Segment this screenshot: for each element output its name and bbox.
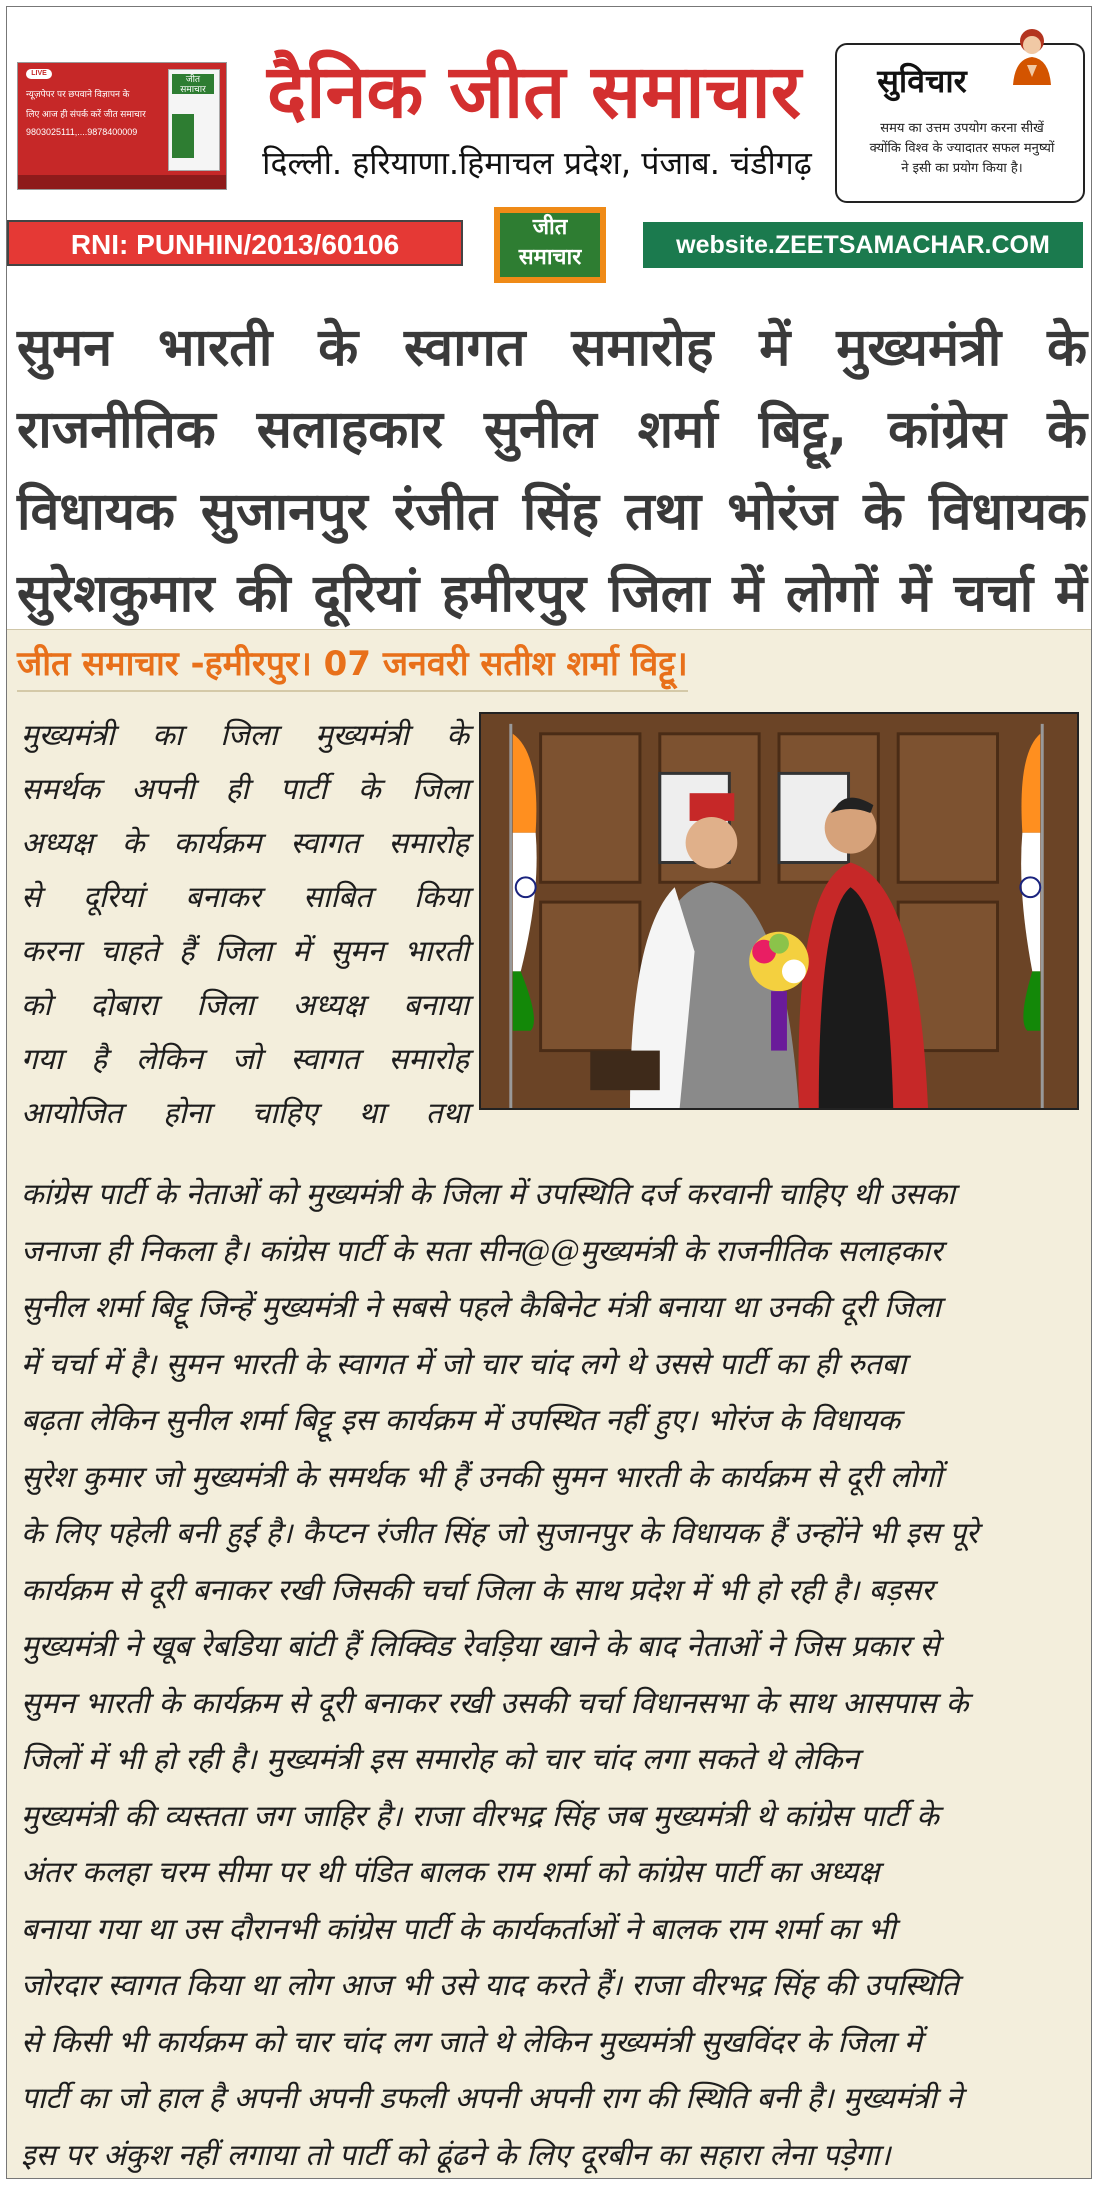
- logo-text: [500, 213, 600, 277]
- intro-line: समर्थक अपनी ही पार्टी के जिला: [21, 772, 469, 806]
- body-line: में चर्चा में है। सुमन भारती के स्वागत में जो चार चांद लगे थे उससे पार्टी का ही रुतबा: [21, 1346, 907, 1381]
- thought-line: क्योंकि विश्व के ज्यादातर सफल मनुष्यों: [869, 141, 1055, 156]
- body-line: से किसी भी कार्यक्रम को चार चांद लग जाते थे लेकिन मुख्यमंत्री सुखविंदर के जिला में: [21, 2024, 922, 2059]
- newspaper-title: दैनिक जीत समाचार: [266, 49, 801, 135]
- thought-line: ने इसी का प्रयोग किया है।: [901, 161, 1023, 176]
- article-headline: [17, 307, 1087, 635]
- body-line: कार्यक्रम से दूरी बनाकर रखी जिसकी चर्चा जिला के साथ प्रदेश में भी हो रही है। बड़सर: [21, 1572, 934, 1607]
- intro-line: करना चाहते हैं जिला में सुमन भारती: [21, 934, 469, 968]
- body-line: सुमन भारती के कार्यक्रम से दूरी बनाकर रखी उसकी चर्चा विधानसभा के साथ आसपास के: [21, 1685, 969, 1720]
- intro-line: अध्यक्ष के कार्यक्रम स्वागत समारोह: [21, 826, 469, 860]
- thought-title: सुविचार: [877, 62, 967, 100]
- newspaper-regions: दिल्ली. हरियाणा.हिमाचल प्रदेश, पंजाब. चंडीगढ़: [262, 144, 812, 182]
- body-line: के लिए पहेली बनी हुई है। कैप्टन रंजीत सिंह जो सुजानपुर के विधायक हैं उन्होंने भी इस पूरे: [21, 1516, 979, 1550]
- news-photo-illustration: [481, 714, 1077, 1108]
- newspaper-page: [6, 6, 1092, 2179]
- body-line: जोरदार स्वागत किया था लोग आज भी उसे याद करते हैं। राजा वीरभद्र सिंह की उपस्थिति: [21, 1968, 959, 2002]
- body-line: पार्टी का जो हाल है अपनी अपनी डफली अपनी अपनी राग की स्थिति बनी है। मुख्यमंत्री ने: [21, 2081, 963, 2115]
- body-line: बनाया गया था उस दौरानभी कांग्रेस पार्टी के कार्यकर्ताओं ने बालक राम शर्मा का भी: [21, 1911, 896, 1946]
- promo-newspaper-thumbnail: [168, 69, 220, 171]
- headline-line: विधायक सुजानपुर रंजीत सिंह तथा भोरंज के विधायक: [17, 482, 1087, 542]
- headline-line: सुरेशकुमार की दूरियां हमीरपुर जिला में लोगों में चर्चा में: [17, 564, 1087, 624]
- article-main-text: [21, 1166, 1085, 2179]
- intro-line: को दोबारा जिला अध्यक्ष बनाया: [21, 988, 469, 1022]
- headline-line: सुमन भारती के स्वागत समारोह में मुख्यमंत्री के: [17, 318, 1087, 378]
- rni-number-bar: RNI: PUNHIN/2013/60106: [7, 220, 463, 266]
- advertisement-card: [17, 62, 227, 190]
- body-line: कांग्रेस पार्टी के नेताओं को मुख्यमंत्री के जिला में उपस्थिति दर्ज करवानी चाहिए थी उसका: [21, 1177, 956, 1211]
- article-intro-column: [21, 708, 469, 1140]
- headline-line: राजनीतिक सलाहकार सुनील शर्मा बिट्टू, कांग्रेस के: [17, 400, 1087, 460]
- promo-image-block: [172, 114, 194, 158]
- article-dateline: जीत समाचार -हमीरपुर। 07 जनवरी सतीश शर्मा विट्टू।: [17, 640, 688, 692]
- body-line: जिलों में भी हो रही है। मुख्यमंत्री इस समारोह को चार चांद लगा सकते थे लेकिन: [21, 1742, 859, 1776]
- intro-line: मुख्यमंत्री का जिला मुख्यमंत्री के: [21, 718, 469, 752]
- promo-footer-strip: [18, 175, 226, 189]
- logo-line: जीत: [532, 215, 568, 240]
- body-line: जनाजा ही निकला है। कांग्रेस पार्टी के सता सीन@@मुख्यमंत्री के राजनीतिक सलाहकार: [21, 1233, 943, 1268]
- body-line: सुनील शर्मा बिट्टू जिन्हें मुख्यमंत्री ने सबसे पहले कैबिनेट मंत्री बनाया था उनकी दूरी जिला: [21, 1290, 942, 1324]
- body-line: बढ़ता लेकिन सुनील शर्मा बिट्टू इस कार्यक्रम में उपस्थित नहीं हुए। भोरंज के विधायक: [21, 1403, 900, 1437]
- live-badge: LIVE: [26, 69, 52, 79]
- promo-line: न्यूज़पेपर पर छपवाने विज्ञापन के: [26, 89, 130, 99]
- thought-text: [857, 119, 1067, 179]
- promo-tag: जीत समाचार: [172, 74, 214, 94]
- body-line: सुरेश कुमार जो मुख्यमंत्री के समर्थक भी हैं उनकी सुमन भारती के कार्यक्रम से दूरी लोगों: [21, 1459, 942, 1494]
- thought-line: समय का उत्तम उपयोग करना सीखें: [880, 121, 1044, 136]
- intro-line: गया है लेकिन जो स्वागत समारोह: [21, 1042, 469, 1076]
- intro-line: से दूरियां बनाकर साबित किया: [21, 880, 469, 914]
- newspaper-logo: [494, 207, 606, 283]
- promo-phone: 9803025111,....9878400009: [26, 127, 138, 137]
- promo-line: लिए आज ही संपर्क करें जीत समाचार: [26, 109, 146, 119]
- intro-line: आयोजित होना चाहिए था तथा: [21, 1096, 469, 1130]
- monk-icon: [1005, 25, 1059, 87]
- body-line: अंतर कलहा चरम सीमा पर थी पंडित बालक राम शर्मा को कांग्रेस पार्टी का अध्यक्ष: [21, 1855, 880, 1889]
- body-line: मुख्यमंत्री की व्यस्तता जग जाहिर है। राजा वीरभद्र सिंह जब मुख्यमंत्री थे कांग्रेस पार्टी के: [21, 1798, 939, 1833]
- body-line: इस पर अंकुश नहीं लगाया तो पार्टी को ढूंढने के लिए दूरबीन का सहारा लेना पड़ेगा।: [21, 2137, 891, 2172]
- article-body: [7, 629, 1092, 2179]
- news-photo: [479, 712, 1079, 1110]
- logo-line: समाचार: [518, 245, 582, 270]
- website-link[interactable]: website.ZEETSAMACHAR.COM: [643, 222, 1083, 268]
- body-line: मुख्यमंत्री ने खूब रेबडिया बांटी हैं लिक्विड रेवड़िया खाने के बाद नेताओं ने जिस प्रकार से: [21, 1629, 940, 1663]
